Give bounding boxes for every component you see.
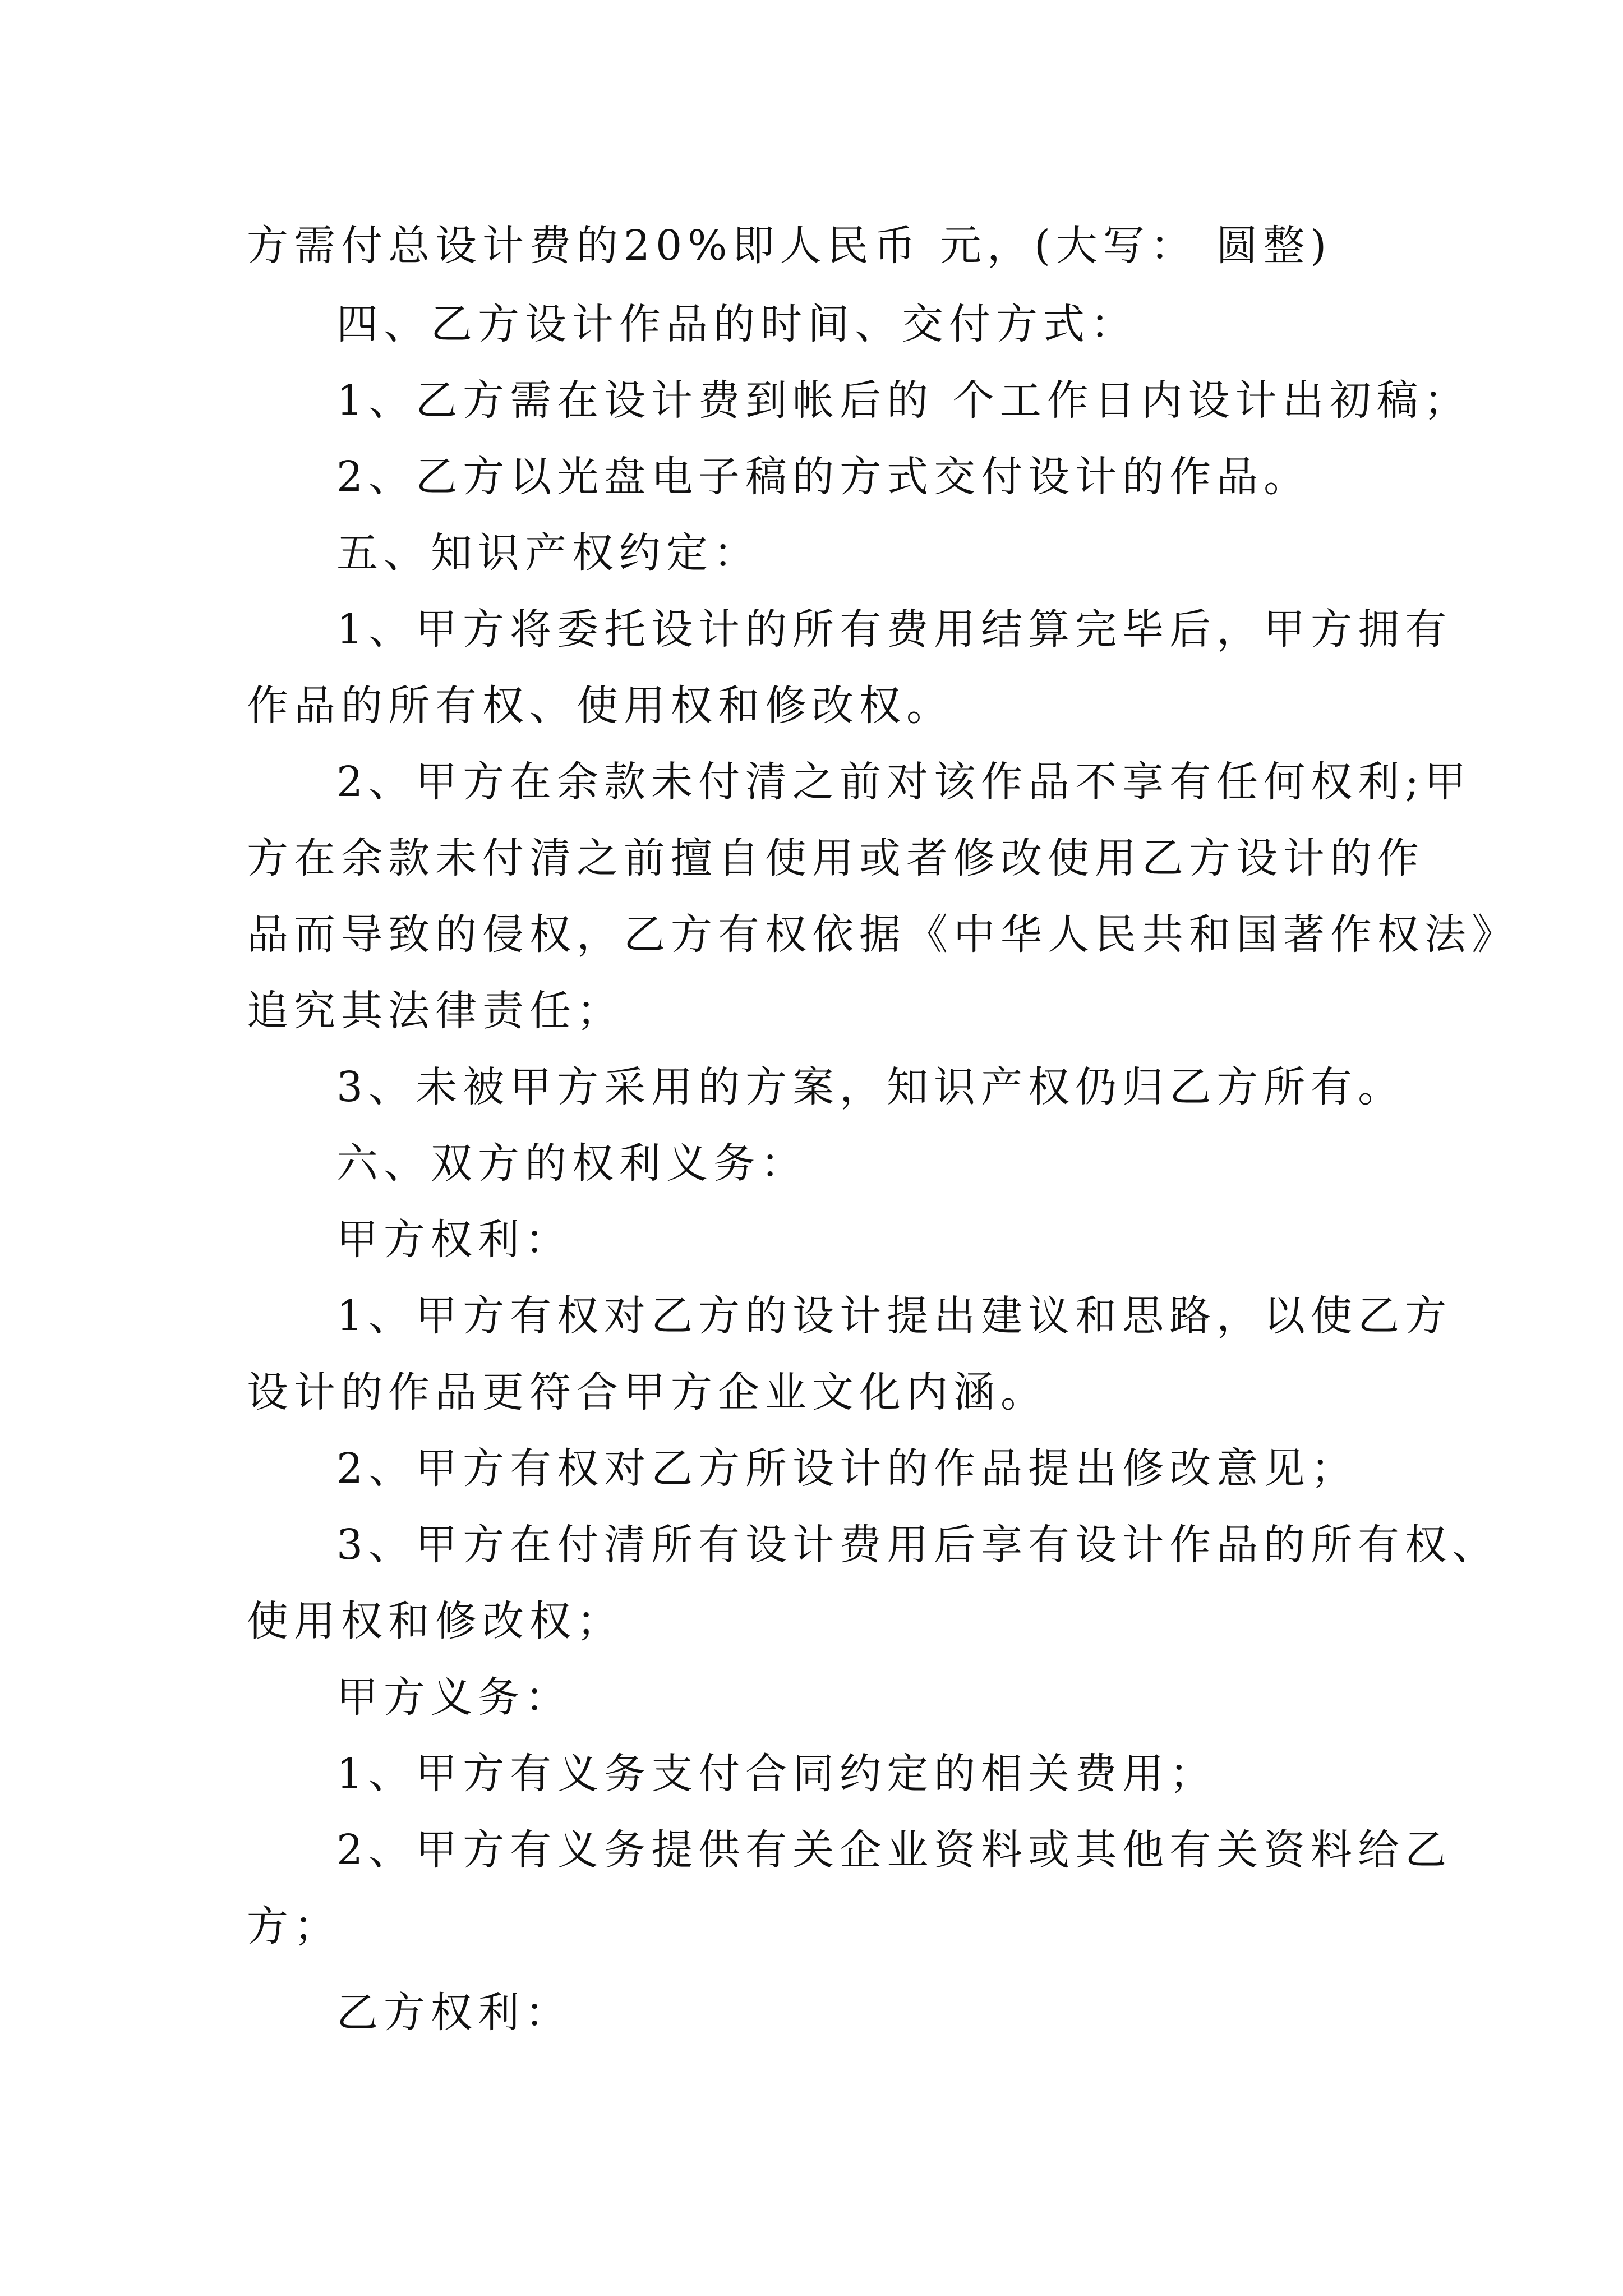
- section-heading-ip: 五、知识产权约定：: [336, 529, 760, 577]
- subheading-party-a-rights: 甲方权利：: [336, 1216, 572, 1264]
- text-line: 2、甲方在余款未付清之前对该作品不享有任何权利;甲: [336, 758, 1472, 806]
- subheading-party-b-rights: 乙方权利：: [336, 1989, 572, 2037]
- text-line: 3、未被甲方采用的方案，知识产权仍归乙方所有。: [336, 1063, 1405, 1111]
- text-line: 设计的作品更符合甲方企业文化内涵。: [247, 1368, 1048, 1416]
- text-line: 1、甲方有权对乙方的设计提出建议和思路，以使乙方: [336, 1292, 1453, 1340]
- subheading-party-a-obligations: 甲方义务：: [336, 1673, 572, 1722]
- text-line: 1、甲方有义务支付合同约定的相关费用；: [336, 1750, 1217, 1798]
- text-line: 品而导致的侵权，乙方有权依据《中华人民共和国著作权法》: [247, 910, 1519, 959]
- text-line: 追究其法律责任；: [247, 987, 624, 1035]
- text-line: 使用权和修改权；: [247, 1597, 624, 1645]
- section-heading-rights: 六、双方的权利义务：: [336, 1139, 808, 1188]
- text-line: 1、乙方需在设计费到帐后的 个工作日内设计出初稿；: [336, 376, 1471, 425]
- section-heading-delivery: 四、乙方设计作品的时间、交付方式：: [336, 300, 1137, 348]
- text-line: 2、乙方以光盘电子稿的方式交付设计的作品。: [336, 453, 1311, 501]
- text-line: 2、甲方有义务提供有关企业资料或其他有关资料给乙: [336, 1826, 1453, 1874]
- text-line: 方在余款未付清之前擅自使用或者修改使用乙方设计的作: [247, 834, 1424, 882]
- text-line: 1、甲方将委托设计的所有费用结算完毕后，甲方拥有: [336, 605, 1453, 654]
- text-line: 3、甲方在付清所有设计费用后享有设计作品的所有权、: [336, 1521, 1500, 1569]
- text-line-payment: 方需付总设计费的20%即人民币 元，(大写： 圆整): [247, 222, 1332, 270]
- text-line: 2、甲方有权对乙方所设计的作品提出修改意见；: [336, 1444, 1358, 1493]
- text-line: 方；: [247, 1902, 341, 1950]
- text-line: 作品的所有权、使用权和修改权。: [247, 682, 953, 730]
